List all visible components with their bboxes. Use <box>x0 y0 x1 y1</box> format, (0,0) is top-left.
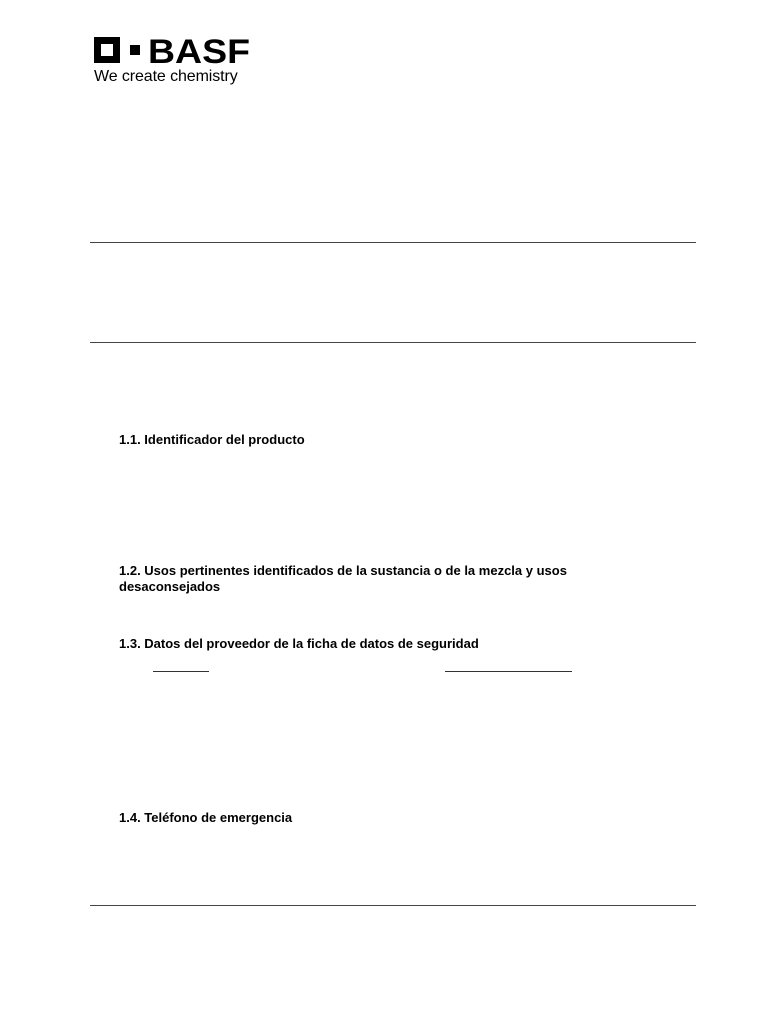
blank-line <box>153 671 209 672</box>
divider <box>90 905 696 906</box>
blank-line <box>445 671 572 672</box>
basf-logo <box>94 36 254 88</box>
basf-logo-text: BASF <box>148 36 250 64</box>
divider <box>90 342 696 343</box>
section-heading-1-3: 1.3. Datos del proveedor de la ficha de datos de seguridad <box>119 636 479 651</box>
brand-tagline: We create chemistry <box>94 68 238 85</box>
section-heading-1-1: 1.1. Identificador del producto <box>119 432 305 447</box>
section-heading-1-2: 1.2. Usos pertinentes identificados de la sustancia o de la mezcla y usos desaconsejados <box>119 563 567 594</box>
section-heading-1-4: 1.4. Teléfono de emergencia <box>119 810 293 825</box>
divider <box>90 242 696 243</box>
basf-logo-mark <box>94 36 254 64</box>
